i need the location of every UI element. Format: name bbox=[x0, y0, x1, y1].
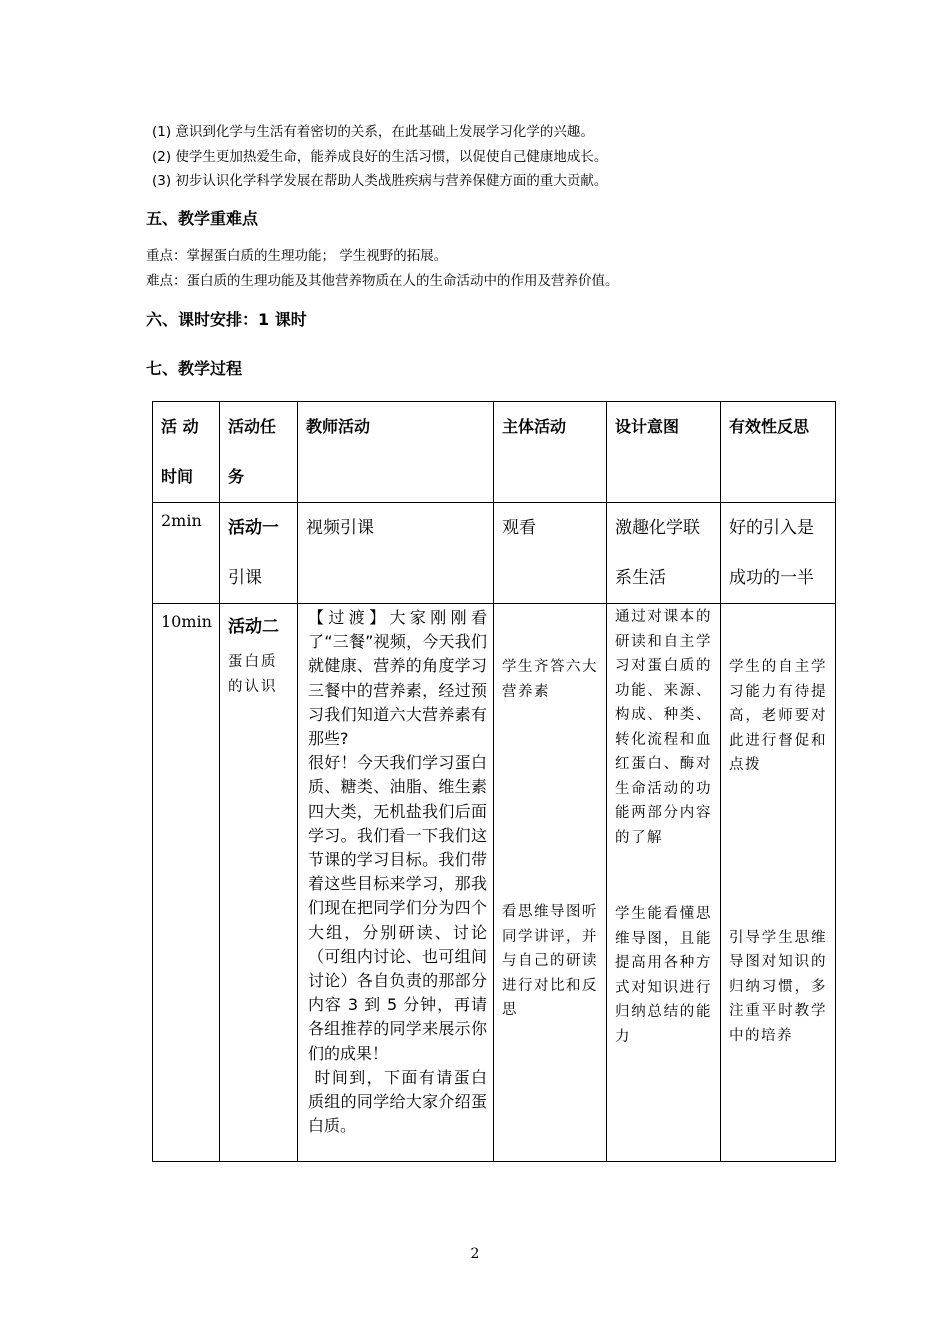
row1-reflection-line: 成功的一半 bbox=[729, 568, 814, 588]
row1-task bbox=[220, 503, 298, 604]
row2-time: 10min bbox=[153, 604, 220, 1162]
header-text: 活动任 bbox=[228, 417, 277, 436]
row2-student bbox=[494, 604, 607, 1162]
row1-student bbox=[494, 503, 607, 604]
row2-teacher-p2: 很好！今天我们学习蛋白质、糖类、油脂、维生素四大类，无机盐我们后面学习。我们看一下我们这节课的学习目标。我们带着这些目标来学习，那我们现在把同学们分为四个大组，分别研读、讨论（可组内讨论、也可组间讨论）各自负责的那部分内容 3 到 5 分钟，再请各组推荐的同学来展示你们的成果！ bbox=[308, 753, 487, 1063]
row1-teacher-text: 视频引课 bbox=[306, 518, 374, 538]
header-activity-time bbox=[153, 402, 220, 503]
header-reflection: 有效性反思 bbox=[721, 402, 836, 503]
row2-teacher-p3: 时间到，下面有请蛋白质组的同学给大家介绍蛋白质。 bbox=[308, 1067, 487, 1136]
row1-intent bbox=[607, 503, 721, 604]
objective-2: (2) 使学生更加热爱生命，能养成良好的生活习惯，以促使自己健康地成长。 bbox=[152, 149, 608, 165]
row1-reflection-line: 好的引入是 bbox=[729, 518, 814, 538]
row1-reflection bbox=[721, 503, 836, 604]
table-row bbox=[153, 503, 836, 604]
row2-student-1: 学生齐答六大营养素 bbox=[502, 659, 598, 700]
row1-time: 2min bbox=[153, 503, 220, 604]
row2-reflection bbox=[721, 604, 836, 1162]
key-point: 重点：掌握蛋白质的生理功能； 学生视野的拓展。 bbox=[146, 248, 448, 264]
row2-reflection-1: 学生的自主学习能力有待提高，老师要对此进行督促和点拨 bbox=[729, 659, 827, 773]
row2-intent-1: 通过对课本的研读和自主学习对蛋白质的功能、来源、构成、种类、转化流程和血红蛋白、酶对生命活动的功能两部分内容的了解 bbox=[615, 609, 712, 846]
page-number: 2 bbox=[470, 1246, 480, 1262]
row2-task-name: 蛋白质的认识 bbox=[228, 654, 278, 695]
section7-title: 七、教学过程 bbox=[146, 359, 243, 378]
header-text: 时间 bbox=[161, 467, 194, 486]
difficult-point: 难点：蛋白质的生理功能及其他营养物质在人的生命活动中的作用及营养价值。 bbox=[146, 273, 619, 289]
row1-teacher bbox=[298, 503, 494, 604]
section6-title: 六、课时安排：1 课时 bbox=[146, 310, 307, 329]
teaching-process-table bbox=[152, 401, 836, 1162]
row2-task bbox=[220, 604, 298, 1162]
row2-intent bbox=[607, 604, 721, 1162]
row2-intent-2: 学生能看懂思维导图，且能提高用各种方式对知识进行归纳总结的能力 bbox=[615, 906, 712, 1045]
table-header-row bbox=[153, 402, 836, 503]
objective-1: (1) 意识到化学与生活有着密切的关系，在此基础上发展学习化学的兴趣。 bbox=[152, 124, 594, 140]
row2-student-2: 看思维导图听同学讲评，并与自己的研读进行对比和反思 bbox=[502, 904, 598, 1018]
header-text: 务 bbox=[228, 467, 245, 486]
header-text: 活 动 bbox=[161, 417, 199, 436]
header-student-activity: 主体活动 bbox=[494, 402, 607, 503]
section5-title: 五、教学重难点 bbox=[146, 209, 259, 228]
row1-intent-line: 激趣化学联 bbox=[615, 518, 700, 538]
row1-task-title: 活动一 bbox=[228, 518, 279, 538]
table-row bbox=[153, 604, 836, 1162]
objective-3: (3) 初步认识化学科学发展在帮助人类战胜疾病与营养保健方面的重大贡献。 bbox=[152, 173, 608, 189]
row2-teacher-p1: 【过渡】大家刚刚看了“三餐”视频，今天我们就健康、营养的角度学习三餐中的营养素，经过预习我们知道六大营养素有那些? bbox=[308, 608, 487, 749]
header-teacher-activity: 教师活动 bbox=[298, 402, 494, 503]
header-design-intent: 设计意图 bbox=[607, 402, 721, 503]
row2-task-title: 活动二 bbox=[228, 617, 279, 637]
row2-teacher bbox=[298, 604, 494, 1162]
row1-student-text: 观看 bbox=[502, 518, 536, 538]
row1-intent-line: 系生活 bbox=[615, 568, 666, 588]
header-activity-task bbox=[220, 402, 298, 503]
row2-reflection-2: 引导学生思维导图对知识的归纳习惯，多注重平时教学中的培养 bbox=[729, 929, 827, 1044]
row1-task-name: 引课 bbox=[228, 568, 262, 588]
